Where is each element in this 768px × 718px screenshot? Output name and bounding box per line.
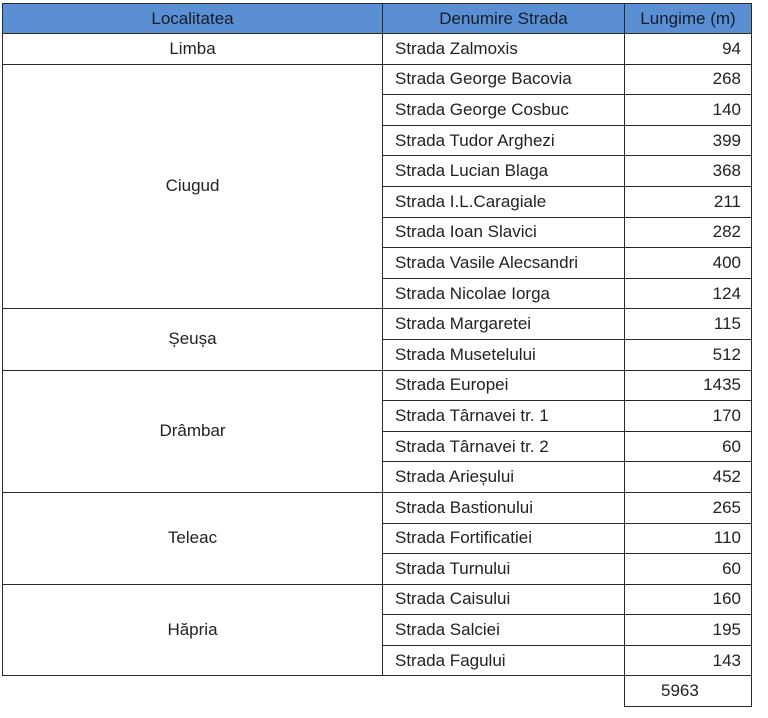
street-name-cell: Strada Târnavei tr. 1 <box>383 401 625 432</box>
street-name-cell: Strada Arieșului <box>383 462 625 493</box>
street-name-cell: Strada Caisului <box>383 584 625 615</box>
street-name-cell: Strada Fortificatiei <box>383 523 625 554</box>
streets-table <box>2 3 752 707</box>
street-name-cell: Strada Europei <box>383 370 625 401</box>
street-length-cell: 400 <box>625 248 752 279</box>
localitate-cell: Șeușa <box>3 309 383 370</box>
table-row <box>3 584 752 615</box>
table-row <box>3 34 752 65</box>
street-length-cell: 170 <box>625 401 752 432</box>
street-name-cell: Strada Fagului <box>383 645 625 676</box>
street-length-cell: 265 <box>625 492 752 523</box>
header-localitate: Localitatea <box>3 4 383 34</box>
street-length-cell: 211 <box>625 186 752 217</box>
localitate-cell: Hăpria <box>3 584 383 676</box>
street-length-cell: 115 <box>625 309 752 340</box>
total-spacer <box>383 676 625 707</box>
street-length-cell: 399 <box>625 125 752 156</box>
street-length-cell: 268 <box>625 64 752 95</box>
street-name-cell: Strada Ioan Slavici <box>383 217 625 248</box>
street-length-cell: 60 <box>625 554 752 585</box>
street-length-cell: 143 <box>625 645 752 676</box>
table-row <box>3 64 752 95</box>
street-name-cell: Strada Bastionului <box>383 492 625 523</box>
street-length-cell: 1435 <box>625 370 752 401</box>
header-lungime: Lungime (m) <box>625 4 752 34</box>
table-row <box>3 309 752 340</box>
header-row <box>3 4 752 34</box>
street-length-cell: 60 <box>625 431 752 462</box>
localitate-cell: Ciugud <box>3 64 383 309</box>
street-length-cell: 94 <box>625 34 752 65</box>
street-name-cell: Strada Salciei <box>383 615 625 646</box>
table-row <box>3 492 752 523</box>
street-name-cell: Strada I.L.Caragiale <box>383 186 625 217</box>
street-name-cell: Strada Margaretei <box>383 309 625 340</box>
street-length-cell: 160 <box>625 584 752 615</box>
localitate-cell: Teleac <box>3 492 383 584</box>
street-length-cell: 124 <box>625 278 752 309</box>
table-footer <box>3 676 752 707</box>
street-name-cell: Strada Turnului <box>383 554 625 585</box>
document-page <box>2 3 752 707</box>
street-name-cell: Strada George Bacovia <box>383 64 625 95</box>
total-length: 5963 <box>625 676 752 707</box>
street-length-cell: 282 <box>625 217 752 248</box>
street-name-cell: Strada Zalmoxis <box>383 34 625 65</box>
street-length-cell: 110 <box>625 523 752 554</box>
table-header <box>3 4 752 34</box>
header-denumire-strada: Denumire Strada <box>383 4 625 34</box>
localitate-cell: Drâmbar <box>3 370 383 492</box>
street-name-cell: Strada Tudor Arghezi <box>383 125 625 156</box>
street-name-cell: Strada Lucian Blaga <box>383 156 625 187</box>
street-name-cell: Strada Vasile Alecsandri <box>383 248 625 279</box>
street-name-cell: Strada Târnavei tr. 2 <box>383 431 625 462</box>
street-length-cell: 140 <box>625 95 752 126</box>
street-name-cell: Strada Musetelului <box>383 339 625 370</box>
street-length-cell: 368 <box>625 156 752 187</box>
table-body <box>3 34 752 676</box>
street-length-cell: 512 <box>625 339 752 370</box>
street-name-cell: Strada George Cosbuc <box>383 95 625 126</box>
street-length-cell: 195 <box>625 615 752 646</box>
localitate-cell: Limba <box>3 34 383 65</box>
total-row <box>3 676 752 707</box>
table-row <box>3 370 752 401</box>
total-spacer <box>3 676 383 707</box>
street-length-cell: 452 <box>625 462 752 493</box>
street-name-cell: Strada Nicolae Iorga <box>383 278 625 309</box>
